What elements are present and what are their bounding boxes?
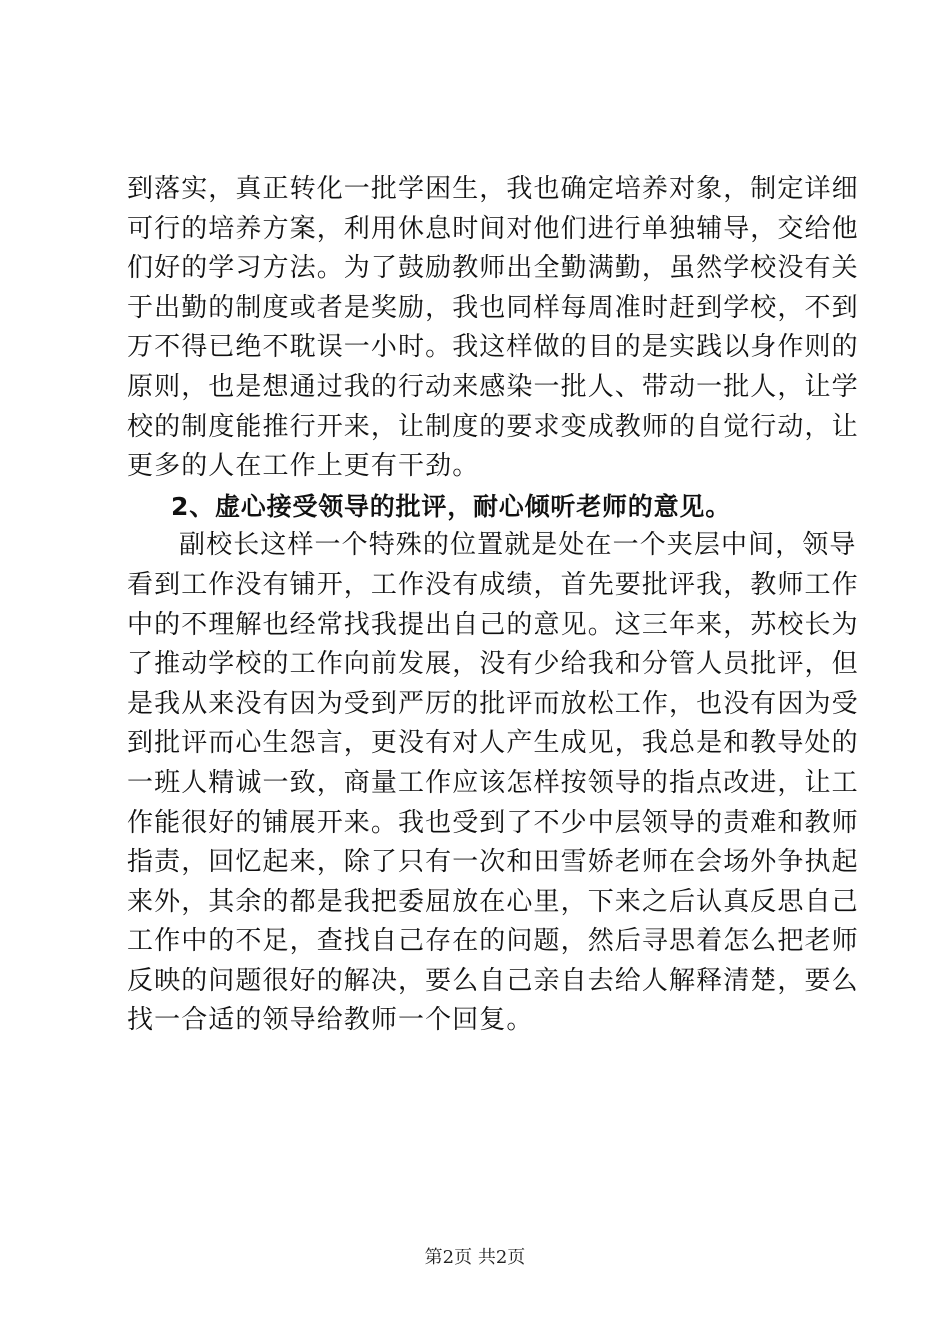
- paragraph-1-line-1: 到落实，真正转化一批学困生，我也确定培养对象，制定详细: [127, 174, 859, 204]
- paragraph-2-line-4: 了推动学校的工作向前发展，没有少给我和分管人员批评，但: [127, 649, 859, 680]
- paragraph-2-line-7: 一班人精诚一致，商量工作应该怎样按领导的指点改进，让工: [127, 767, 859, 798]
- paragraph-2-line-9: 指责，回忆起来，除了只有一次和田雪娇老师在会场外争执起: [127, 847, 859, 878]
- paragraph-1-line-6: 原则，也是想通过我的行动来感染一批人、带动一批人，让学: [127, 371, 859, 402]
- paragraph-1-line-5: 万不得已绝不耽误一小时。我这样做的目的是实践以身作则的: [127, 332, 859, 363]
- paragraph-2-line-11: 工作中的不足，查找自己存在的问题，然后寻思着怎么把老师: [127, 926, 859, 957]
- page-number-footer: 第2页 共2页: [424, 1247, 526, 1268]
- paragraph-2-line-1: 副校长这样一个特殊的位置就是处在一个夹层中间，领导: [179, 530, 857, 561]
- paragraph-1-line-4: 于出勤的制度或者是奖励，我也同样每周准时赶到学校，不到: [127, 292, 859, 323]
- section-heading: 2、虚心接受领导的批评，耐心倾听老师的意见。: [171, 491, 731, 521]
- document-body: [127, 170, 859, 1041]
- paragraph-2-line-12: 反映的问题很好的解决，要么自己亲自去给人解释清楚，要么: [127, 965, 859, 996]
- paragraph-2-line-3: 中的不理解也经常找我提出自己的意见。这三年来，苏校长为: [127, 609, 859, 640]
- paragraph-2-line-10: 来外，其余的都是我把委屈放在心里，下来之后认真反思自己: [127, 886, 859, 917]
- paragraph-2-line-5: 是我从来没有因为受到严厉的批评而放松工作，也没有因为受: [127, 688, 859, 719]
- paragraph-1-line-8: 更多的人在工作上更有干劲。: [127, 451, 480, 482]
- paragraph-1-line-7: 校的制度能推行开来，让制度的要求变成教师的自觉行动，让: [127, 411, 859, 442]
- paragraph-2-line-2: 看到工作没有铺开，工作没有成绩，首先要批评我，教师工作: [127, 569, 859, 600]
- paragraph-2-line-6: 到批评而心生怨言，更没有对人产生成见，我总是和教导处的: [127, 728, 859, 759]
- paragraph-1-line-3: 们好的学习方法。为了鼓励教师出全勤满勤，虽然学校没有关: [127, 253, 859, 284]
- paragraph-2-line-8: 作能很好的铺展开来。我也受到了不少中层领导的责难和教师: [127, 807, 859, 838]
- paragraph-2-line-13: 找一合适的领导给教师一个回复。: [127, 1005, 534, 1036]
- paragraph-1-line-2: 可行的培养方案，利用休息时间对他们进行单独辅导，交给他: [127, 213, 859, 244]
